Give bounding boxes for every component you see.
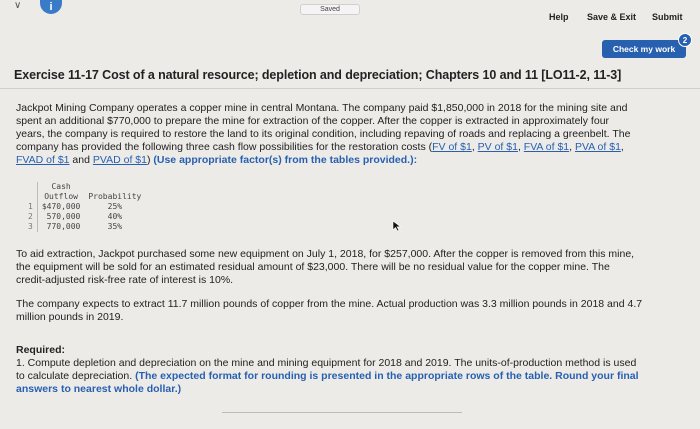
row-number: 2 — [24, 212, 37, 222]
pv-table-link[interactable]: PV of $1 — [477, 141, 518, 153]
intro-paragraph — [16, 102, 688, 167]
table-row — [24, 222, 145, 232]
equipment-paragraph — [16, 248, 692, 287]
top-bar — [0, 0, 700, 34]
intro-close-paren: ) — [146, 154, 151, 166]
required-line-1: 1. Compute depletion and depreciation on the mine and mining equipment for 2018 and 2019. The units-of-production method is used — [16, 357, 637, 369]
check-bar — [0, 34, 700, 64]
cash-flow-table — [24, 182, 146, 232]
answer-area-divider — [222, 412, 462, 413]
save-exit-button[interactable]: Save & Exit — [587, 12, 637, 22]
required-heading: Required: — [16, 344, 66, 356]
outflow-cell: 570,000 — [46, 212, 81, 221]
attempts-badge: 2 — [678, 33, 692, 47]
rounding-instruction: (The expected format for rounding is presented in the appropriate rows of the table. Round your final — [135, 370, 639, 382]
intro-line-3: years, the company is required to restore the land to its original condition, including repaving of roads and replacing a greenbelt. The — [16, 128, 631, 140]
required-section — [16, 344, 694, 396]
production-line-2: million pounds in 2019. — [16, 311, 124, 323]
intro-line-2: spent an additional $770,000 to prepare the mine for extraction of the copper. After the copper is extracted in approximately four — [16, 115, 610, 127]
header-cash: Cash — [51, 182, 71, 191]
rounding-instruction-end: answers to nearest whole dollar.) — [16, 383, 182, 395]
info-icon[interactable]: i — [40, 0, 62, 14]
pva-table-link[interactable]: PVA of $1 — [574, 141, 621, 153]
probability-cell: 40% — [107, 212, 123, 221]
intro-line-5 — [16, 154, 688, 167]
required-line-2-text: to calculate depreciation. — [16, 370, 133, 382]
intro-line-4-text: company has provided the following three cash flow possibilities for the restoration costs ( — [16, 141, 433, 153]
chevron-down-icon[interactable]: ∨ — [14, 0, 22, 11]
help-button[interactable]: Help — [549, 12, 569, 22]
outflow-cell: 770,000 — [46, 222, 81, 231]
pvad-table-link[interactable]: PVAD of $1 — [92, 154, 147, 166]
header-outflow: Outflow — [44, 192, 78, 201]
fva-table-link[interactable]: FVA of $1 — [523, 141, 570, 153]
row-number: 1 — [24, 202, 37, 212]
table-header-row — [24, 182, 145, 192]
title-divider — [0, 88, 700, 89]
required-line-2 — [16, 370, 694, 383]
table-row — [24, 212, 145, 222]
header-probability: Probability — [88, 192, 142, 201]
submit-button[interactable]: Submit — [652, 12, 683, 22]
probability-cell: 25% — [107, 202, 123, 211]
equipment-line-3: credit-adjusted risk-free rate of interest is 10%. — [16, 274, 234, 286]
equipment-line-2: the equipment will be sold for an estimated residual amount of $23,000. There will be no residual value for the copper mine. The — [16, 261, 610, 273]
fv-table-link[interactable]: FV of $1 — [432, 141, 472, 153]
production-paragraph — [16, 298, 694, 324]
production-line-1: The company expects to extract 11.7 million pounds of copper from the mine. Actual production was 3.3 million pounds in 2018 and 4.7 — [16, 298, 643, 310]
exercise-title: Exercise 11-17 Cost of a natural resource; depletion and depreciation; Chapters 10 and 11 [LO11-2, 11-3] — [14, 68, 622, 82]
saved-status: Saved — [300, 4, 360, 15]
probability-cell: 35% — [107, 222, 123, 231]
intro-line-4: company has provided the following three cash flow possibilities for the restoration costs (FV of $1, PV of $1, FVA of $1, PVA of $1, — [16, 141, 624, 153]
factor-instruction: (Use appropriate factor(s) from the tables provided.): — [153, 154, 418, 166]
fvad-table-link[interactable]: FVAD of $1 — [16, 154, 70, 166]
check-my-work-button[interactable]: Check my work — [602, 40, 686, 58]
outflow-cell: $470,000 — [41, 202, 81, 211]
intro-and-text: and — [72, 154, 90, 166]
intro-line-1: Jackpot Mining Company operates a copper mine in central Montana. The company paid $1,850,000 in 2018 for the mining site and — [16, 102, 628, 114]
table-header-row — [24, 192, 145, 202]
row-number: 3 — [24, 222, 37, 232]
table-row — [24, 202, 145, 212]
equipment-line-1: To aid extraction, Jackpot purchased some new equipment on July 1, 2018, for $257,000. After the copper is removed from this mine, — [16, 248, 635, 260]
mouse-cursor-icon — [392, 220, 402, 232]
